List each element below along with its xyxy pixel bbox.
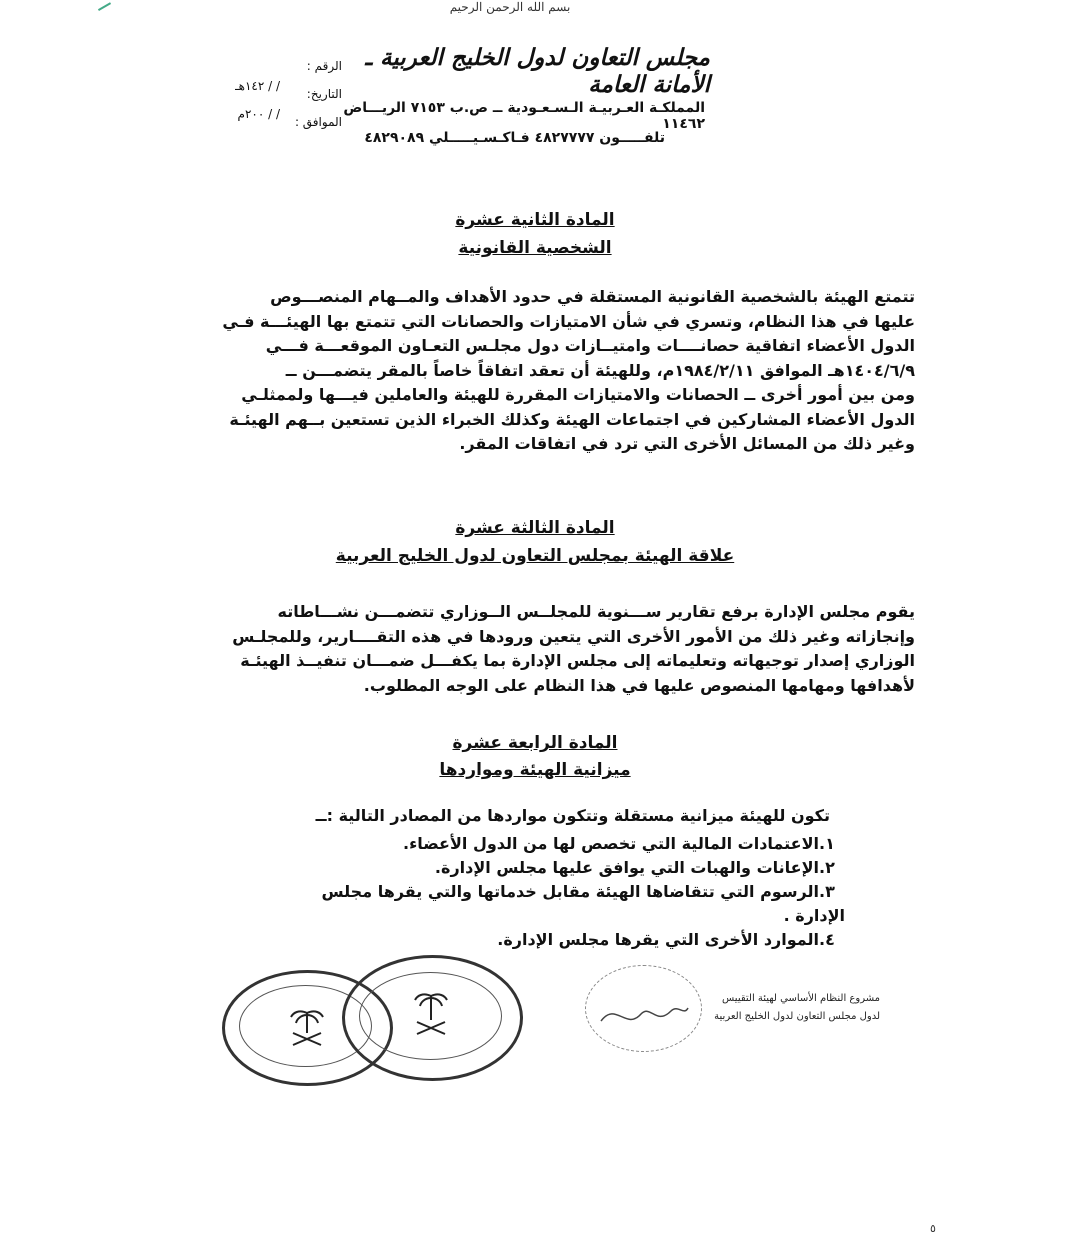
date-gregorian: / / ٢٠٠م — [237, 107, 280, 121]
date-label: التاريخ: — [306, 87, 342, 101]
corner-mark — [95, 0, 111, 11]
article-14-title: ميزانية الهيئة ومواردها — [439, 760, 631, 780]
footer-note-line: لدول مجلس التعاون لدول الخليج العربية — [714, 1011, 880, 1022]
article-12-line: وغير ذلك من المسائل الأخرى التي ترد في اتفاقات المقر. — [459, 434, 915, 453]
article-12-title: الشخصية القانونية — [458, 238, 612, 258]
article-14-intro: تكون للهيئة ميزانية مستقلة وتتكون مواردها من المصادر التالية :ــ — [315, 806, 830, 825]
resources-list — [280, 832, 845, 952]
article-12-line: الدول الأعضاء المشاركين في اجتماعات الهيئة وكذلك الخبراء الذين تستعين بــهم الهيئـة — [229, 409, 915, 429]
article-12-line: تتمتع الهيئة بالشخصية القانونية المستقلة في حدود الأهداف والمــهام المنصـــوص — [270, 287, 915, 306]
article-13-line: لأهدافها ومهامها المنصوص عليها في هذا النظام على الوجه المطلوب. — [363, 675, 915, 695]
corresponding-label: الموافق : — [294, 115, 342, 129]
palm-swords-icon — [409, 988, 454, 1043]
date-hijri: / / ١٤٢هـ — [235, 79, 280, 93]
article-12-body — [200, 285, 915, 457]
article-14-number: المادة الرابعة عشرة — [452, 733, 618, 753]
article-12-number: المادة الثانية عشرة — [455, 210, 615, 230]
article-13-line: الوزاري إصدار توجيهاته وتعليماته إلى مجلس الإدارة بما يكفـــل ضمـــان تنفيــذ الهيئـة — [240, 651, 915, 670]
ref-label: الرقم : — [306, 59, 342, 73]
stamp-kingdom — [342, 955, 523, 1081]
article-13-body — [200, 600, 915, 698]
article-13-title: علاقة الهيئة بمجلس التعاون لدول الخليج العربية — [335, 546, 735, 566]
footer-note-line: مشروع النظام الأساسي لهيئة التقييس — [722, 993, 880, 1004]
article-12-line: ١٤٠٤/٦/٩هـ الموافق ١٩٨٤/٢/١١م، وللهيئة أن تعقد اتفاقاً خاصاً بالمقر يتضمـــن ــ — [285, 360, 915, 380]
stamp-shura-council — [585, 965, 702, 1052]
signature-icon — [596, 996, 691, 1036]
list-item: ٣.الرسوم التي تتقاضاها الهيئة مقابل خدماتها والتي يقرها مجلس الإدارة . — [321, 882, 845, 925]
council-letterhead: مجلس التعاون لدول الخليج العربية ـ الأمانة العامة — [365, 44, 710, 98]
list-item: ٤.الموارد الأخرى التي يقرها مجلس الإدارة. — [497, 930, 835, 949]
article-13-number: المادة الثالثة عشرة — [455, 518, 615, 538]
meta-values — [170, 72, 280, 128]
footer-note — [700, 990, 880, 1026]
article-12-line: الدول الأعضاء اتفاقية حصانــــات وامتيــازات دول مجلـس التعـاون الموقعـــة فـــي — [265, 336, 915, 355]
phones: تلفـــــون ٤٨٢٧٧٧٧ فـاكـسـيـــــلي ٤٨٢٩٠٨٩ — [364, 130, 665, 146]
article-12-line: عليها في هذا النظام، وتسري في شأن الامتيازات والحصانات التي تتمتع بها الهيئـــة فـي — [222, 311, 915, 331]
article-13-line: يقوم مجلس الإدارة برفع تقارير ســـنوية للمجلــس الــوزاري تتضمـــن نشـــاطاته — [277, 602, 915, 621]
basmala: بسم الله الرحمن الرحيم — [449, 0, 571, 14]
page-mark: ٥ — [930, 1222, 936, 1235]
address: المملكـة العـربيـة الـسـعـودية ــ ص.ب ٧١٥٣ الريـــاض ١١٤٦٢ — [343, 100, 705, 132]
list-item: ٢.الإعانات والهبات التي يوافق عليها مجلس الإدارة. — [434, 858, 835, 877]
article-13-line: وإنجازاته وغير ذلك من الأمور الأخرى التي يتعين ورودها في هذه التقــــارير، وللمجلـس — [232, 626, 915, 646]
list-item: ١.الاعتمادات المالية التي تخصص لها من الدول الأعضاء. — [403, 834, 835, 853]
palm-swords-icon — [285, 1003, 330, 1053]
article-12-line: ومن بين أمور أخرى ــ الحصانات والامتيازات المقررة للهيئة والعاملين فيـــها ولممثلـي — [241, 385, 915, 404]
